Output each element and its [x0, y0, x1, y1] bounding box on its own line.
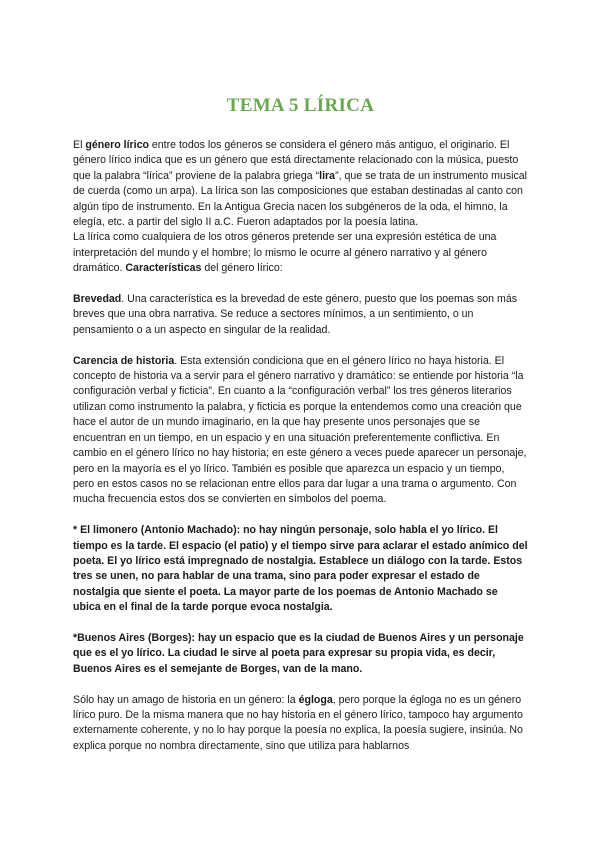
intro-paragraph — [73, 138, 528, 230]
intro2-paragraph — [73, 230, 528, 276]
intro-bold-lira: lira — [319, 169, 336, 182]
spacer — [73, 508, 528, 523]
intro-text-2: entre todos los géneros se considera el género más antiguo, el originario. El género lírico indica que es un género que está directamente relacionado con la música, puesto que la palabra “lírica” proviene de la palabra griega “ — [73, 139, 519, 182]
spacer — [73, 677, 528, 692]
brevedad-text: . Una característica es la brevedad de este género, puesto que los poemas son más breves que una obra narrativa. Se reduce a sectores mínimos, a un sentimiento, o un pensamiento o a un aspecto en singular de la realidad. — [73, 293, 518, 336]
carencia-heading: Carencia de historia — [73, 354, 175, 367]
spacer — [73, 616, 528, 631]
intro2-bold-caracteristicas: Características — [125, 262, 202, 275]
spacer — [73, 277, 528, 292]
intro-text-3: ”, que se trata de un instrumento musical de cuerda (como un arpa). La lírica son las composiciones que estaban destinadas al canto con algún tipo de instrumento. En la Antigua Grecia nacen los subgéneros de la oda, el himno, la elegía, etc. a partir del siglo II a.C. Fueron adaptados por la poesía latina. — [73, 169, 528, 229]
spacer — [73, 338, 528, 353]
buenos-aires-paragraph: *Buenos Aires (Borges): hay un espacio que es la ciudad de Buenos Aires y un personaje que es el yo lírico. La ciudad le sirve al poeta para expresar su propia vida, es decir, Buenos Aires es el semejante de Borges, van de la mano. — [73, 631, 524, 675]
intro-bold-genero-lirico: género lírico — [85, 139, 149, 151]
intro2-text-2: del género lírico: — [201, 262, 283, 275]
limonero-paragraph: * El limonero (Antonio Machado): no hay ningún personaje, solo habla el yo lírico. El tiempo es la tarde. El espacio (el patio) y el tiempo sirve para aclarar el estado anímico del poeta. El yo lírico está impregnado de nostalgia. Establece un diálogo con la tarde. Estos tres se unen, no para hablar de una trama, sino para poder expresar el estado de nostalgia que siente el poeta. La mayor parte de los poemas de Antonio Machado se ubica en el final de la tarde porque evoca nostalgia. — [73, 524, 528, 614]
carencia-paragraph — [73, 354, 528, 508]
intro2-text-1: La lírica como cualquiera de los otros géneros pretende ser una expresión estética de una interpretación del mundo y el hombre; lo mismo le ocurre al género narrativo y al género dramático. — [73, 231, 497, 275]
page-title: TEMA 5 LÍRICA — [226, 95, 375, 116]
intro-text-1: El — [73, 139, 86, 151]
brevedad-heading: Brevedad — [73, 293, 122, 306]
carencia-text: . Esta extensión condiciona que en el género lírico no haya historia. El concepto de historia va a servir para el género narrativo y dramático: se entiende por historia “la configuración verbal y ficticia”. En cuanto a la “configuración verbal” los tres géneros literarios utilizan como instrumento la palabra, y ficticia es porque la entendemos como una creación que hace el autor de un mundo imaginario, en la que hay presente unos personajes que se encuentran en un tiempo, en un espacio y en una situación preferentemente conflictiva. En cambio en el género lírico no hay historia; en este género a veces puede aparecer un personaje, pero en la mayoría es el yo lírico. También es posible que aparezca un espacio y un tiempo, pero en estos casos no se relacionan entre ellos para dar lugar a una trama o argumento. Con mucha frecuencia estos dos se convierten en símbolos del poema. — [73, 354, 527, 506]
brevedad-paragraph — [73, 292, 528, 338]
egloga-paragraph — [73, 693, 528, 755]
egloga-bold: égloga — [298, 693, 333, 706]
egloga-text-2: , pero porque la égloga no es un género lírico puro. De la misma manera que no hay historia en el género lírico, tampoco hay argumento externamente coherente, y no lo hay porque la poesía no explica, la poesía sugiere, insinúa. No explica porque no nombra directamente, sino que utiliza para hablarnos — [73, 693, 523, 752]
egloga-text-1: Sólo hay un amago de historia en un género: la — [73, 693, 299, 706]
